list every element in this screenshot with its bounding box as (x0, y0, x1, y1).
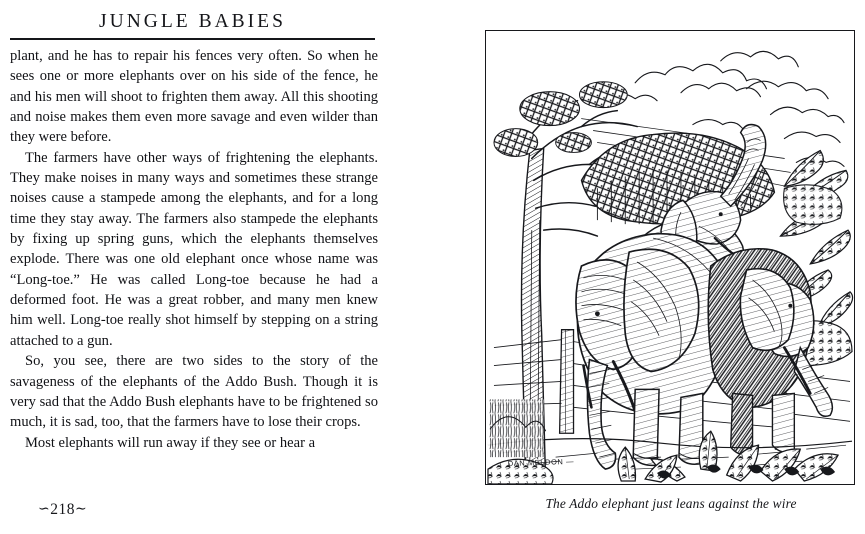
left-page (0, 0, 400, 534)
paragraph: plant, and he has to repair his fences very often. So when he sees one or more elephants over on his side of the fence, he and his men will shoot to frighten them away. All this shooting and noise makes them even more savage and even wilder than they were before. (10, 48, 378, 146)
illustration-caption: The Addo elephant just leans against the wire (545, 496, 797, 511)
artist-signature (508, 457, 575, 468)
elephant-left (576, 234, 729, 469)
right-page (400, 0, 865, 534)
page-number-value: 218 (50, 501, 75, 518)
svg-text:DAN MELDON —: DAN MELDON — (507, 456, 575, 469)
running-head: JUNGLE BABIES (99, 11, 286, 32)
header-rule (10, 38, 375, 40)
page-number (38, 501, 87, 519)
paragraph: The farmers have other ways of frightening the elephants. They make noises in many ways and sometimes these strange noises cause a stampede among the elephants, and for a long time they stay away. The farmers also stampede the elephants by fixing up spring guns, which the elephants themselves explode. There was one old elephant once whose name was “Long-toe.” He was called Long-toe because he had a deformed foot. He was a great robber, and many men knew him well. Long-toe really shot himself by stepping on a string attached to a gun. (10, 149, 378, 349)
swash-ornament-right: ∼ (74, 502, 88, 517)
elephant-illustration (486, 31, 854, 484)
body-text-column (10, 46, 378, 453)
illustration-frame (485, 30, 855, 485)
paragraph: Most elephants will run away if they see or hear a (25, 434, 316, 451)
paragraph: So, you see, there are two sides to the story of the savageness of the elephants of the Addo Bush. Though it is very sad that the Addo Bush elephants have to be frightened so much, it is sad, too, that the farmers have to lose their crops. (10, 353, 378, 431)
swash-ornament-left: ∽ (38, 502, 51, 517)
